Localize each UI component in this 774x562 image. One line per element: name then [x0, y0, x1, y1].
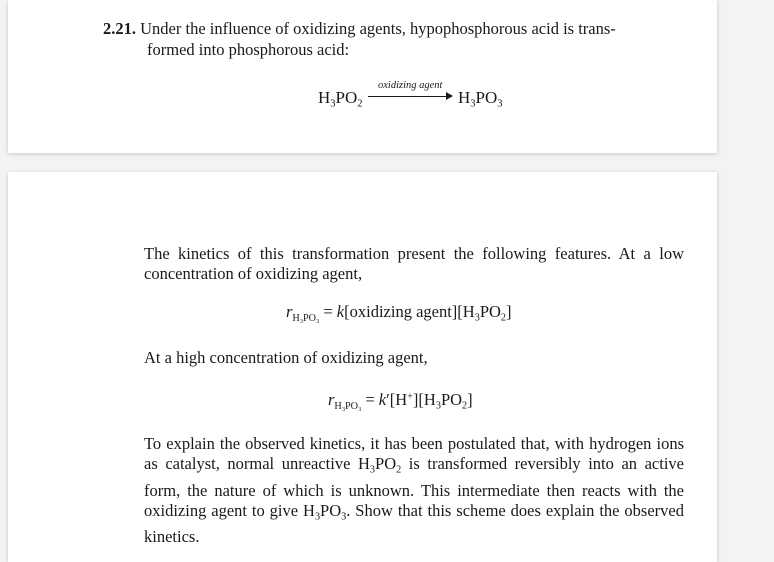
problem-intro-line-1: Under the influence of oxidizing agents, hypophosphorous acid is trans- — [140, 19, 616, 38]
problem-statement — [103, 18, 693, 60]
paragraph-high-concentration: At a high concentration of oxidizing agent, — [144, 348, 428, 367]
arrow-line — [368, 96, 448, 97]
problem-intro-line-2: formed into phosphorous acid: — [147, 40, 350, 59]
rate-equation-high: $r_{H_3PO_3} = k'[H^+][H_3PO_2]$ — [328, 390, 473, 413]
paragraph-kinetics-intro: The kinetics of this transformation present the following features. At a low concentration of oxidizing agent, — [144, 244, 684, 283]
rate-equation-low: $r_{H_3PO_3}$ = k[oxidizing $agent][H_3PO_2]$ — [286, 302, 512, 325]
arrow-label: oxidizing agent — [378, 80, 443, 91]
product-formula: $H_3PO_3$ — [458, 88, 503, 110]
reaction-arrow — [368, 80, 454, 110]
problem-number: 2.21. — [103, 19, 136, 38]
reaction-equation — [318, 80, 538, 114]
reactant-formula: $H_3PO_2$ — [318, 88, 363, 110]
arrow-head-icon — [446, 92, 453, 100]
paragraph-explanation: To explain the observed kinetics, it has been postulated that, with hydrogen ions as catalyst, normal unreactive $H_3PO_2$ is transformed reversibly into an active form, the nature of which is unknown. This intermediate then reacts with the oxidizing agent to give $H_3PO_3$. Show that this scheme does explain the observed kinetics. — [144, 434, 684, 547]
